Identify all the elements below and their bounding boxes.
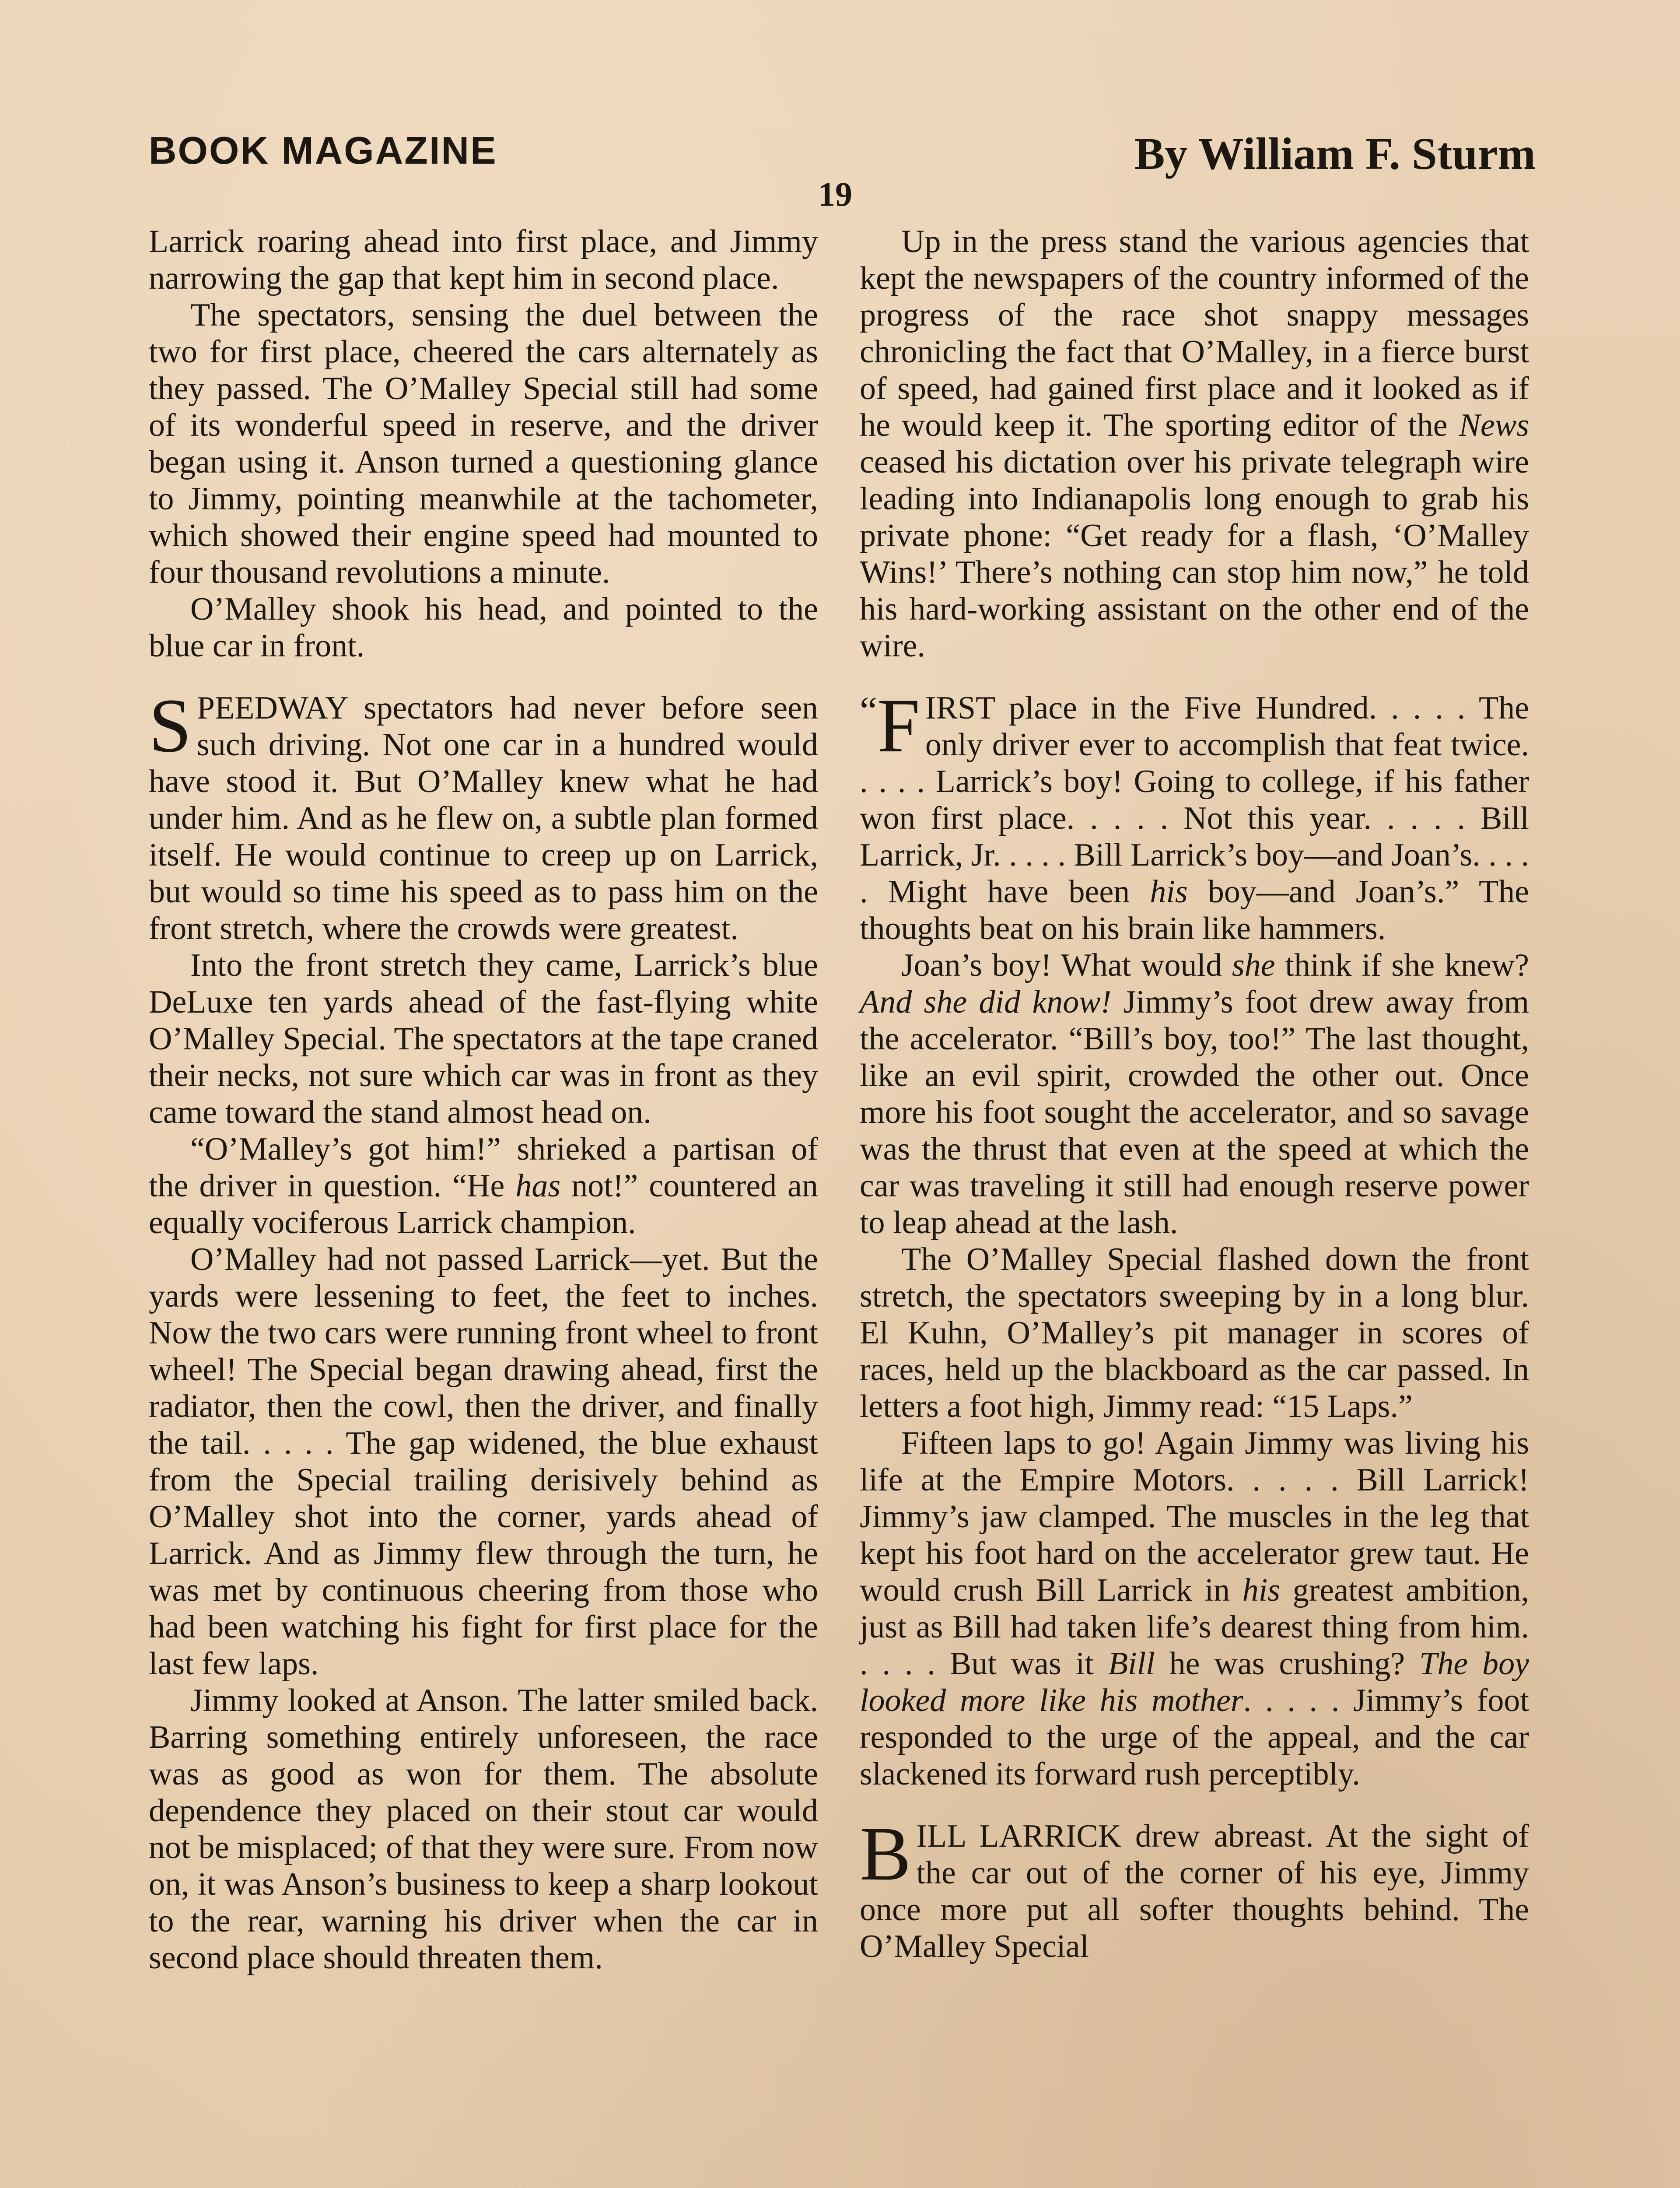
author-byline: By William F. Sturm <box>1134 129 1536 179</box>
drop-cap-letter: S <box>149 683 192 768</box>
paragraph-text: he was crushing? <box>1155 1646 1420 1682</box>
lead-in-caps: ILL LARRICK <box>916 1818 1122 1854</box>
paragraph-text: think if she knew? <box>1275 947 1529 983</box>
section-break <box>860 1792 1529 1818</box>
open-quote: “ <box>860 689 877 733</box>
paragraph: The spectators, sensing the duel between the two for first place, cheered the cars alternately as they passed. The O’Malley Special still had some of its wonderful speed in reserve, and the driver began using it. Anson turned a questioning glance to Jimmy, pointing meanwhile at the tachometer, which showed their engine speed had mounted to four thousand revolutions a minute. <box>149 297 818 590</box>
section-break <box>860 664 1529 690</box>
left-column <box>149 223 818 1976</box>
paragraph-text: Joan’s boy! What would <box>901 947 1232 983</box>
section-break <box>149 664 818 690</box>
italic-text: News <box>1459 407 1529 443</box>
paragraph-dropcap <box>860 1811 1529 1965</box>
paragraph: Into the front stretch they came, Larrick’s blue DeLuxe ten yards ahead of the fast-flying white O’Malley Special. The spectators at the tape craned their necks, not sure which car was in front as they came toward the stand almost head on. <box>149 947 818 1130</box>
paragraph-text: not!” countered an equally vociferous Larrick champion. <box>149 1168 818 1241</box>
italic-text: his <box>1150 874 1188 910</box>
paragraph-text: place in the Five Hundred. . . . . The only driver ever to accomplish that feat twice. . . . . Larrick’s boy! Going to college, if his father won first place. . . . . Not this year. . . . . Bill Larrick, Jr. . . . . Bill Larrick’s boy—and Joan’s. . . . . Might have been <box>860 690 1529 910</box>
paragraph-dropcap <box>860 683 1530 947</box>
paragraph <box>860 1425 1529 1792</box>
paragraph <box>860 223 1529 664</box>
paragraph-text: Fifteen laps to go! Again Jimmy was living his life at the Empire Motors. . . . . Bill Larrick! Jimmy’s jaw clamped. The muscles in the leg that kept his foot hard on the accelerator grew taut. He would crush Bill Larrick in <box>860 1425 1529 1608</box>
lead-in-caps: IRST <box>925 690 995 726</box>
paragraph-dropcap <box>149 683 818 947</box>
paragraph <box>860 947 1529 1241</box>
italic-text: The boy looked more like his mother <box>860 1646 1529 1718</box>
drop-cap-letter: B <box>860 1811 911 1897</box>
paragraph-text: greatest ambition, just as Bill had taken life’s dearest thing from him. . . . . But was it <box>860 1572 1529 1682</box>
paragraph: O’Malley shook his head, and pointed to the blue car in front. <box>149 591 818 664</box>
paragraph-text: drew abreast. At the sight of the car out of the corner of his eye, Jimmy once more put all softer thoughts behind. The O’Malley Special <box>860 1818 1529 1964</box>
right-column <box>860 223 1529 1965</box>
italic-text: she <box>1232 947 1275 983</box>
magazine-title: BOOK MAGAZINE <box>149 129 497 172</box>
paragraph-text: Jimmy’s foot drew away from the accelerator. “Bill’s boy, too!” The last thought, like an evil spirit, crowded the other out. Once more his foot sought the accelerator, and so savage was the thrust that even at the speed at which the car was traveling it still had enough reserve power to leap ahead at the lash. <box>860 984 1529 1241</box>
paragraph <box>149 1131 818 1241</box>
italic-text: Bill <box>1108 1646 1155 1682</box>
paragraph-text: . . . . . Jimmy’s foot responded to the urge of the appeal, and the car slackened its forward rush perceptibly. <box>860 1683 1529 1792</box>
italic-text: his <box>1242 1572 1281 1608</box>
paragraph-text: Up in the press stand the various agencies that kept the newspapers of the country informed of the progress of the race shot snappy messages chronicling the fact that O’Malley, in a fierce burst of speed, had gained first place and it looked as if he would keep it. The sporting editor of the <box>860 224 1529 443</box>
paragraph-text: spectators had never before seen such driving. Not one car in a hundred would have stood it. But O’Malley knew what he had under him. And as he flew on, a subtle plan formed itself. He would continue to creep up on Larrick, but would so time his speed as to pass him on the front stretch, where the crowds were greatest. <box>149 690 818 947</box>
italic-text: And she did know! <box>860 984 1112 1020</box>
italic-text: has <box>515 1168 561 1204</box>
paragraph: O’Malley had not passed Larrick—yet. But the yards were lessening to feet, the feet to inches. Now the two cars were running front wheel to front wheel! The Special began drawing ahead, first the radiator, then the cowl, then the driver, and finally the tail. . . . . The gap widened, the blue exhaust from the Special trailing derisively behind as O’Malley shot into the corner, yards ahead of Larrick. And as Jimmy flew through the turn, he was met by continuous cheering from those who had been watching his fight for first place for the last few laps. <box>149 1241 818 1682</box>
paragraph: The O’Malley Special flashed down the front stretch, the spectators sweeping by in a long blur. El Kuhn, O’Malley’s pit manager in scores of races, held up the blackboard as the car passed. In letters a foot high, Jimmy read: “15 Laps.” <box>860 1241 1529 1424</box>
paragraph-text: boy—and Joan’s.” The thoughts beat on his brain like hammers. <box>860 874 1530 947</box>
paragraph-text: “O’Malley’s got him!” shrieked a partisan of the driver in question. “He <box>149 1131 818 1204</box>
drop-cap-letter: F <box>877 683 920 768</box>
paragraph: Jimmy looked at Anson. The latter smiled back. Barring something entirely unforeseen, the race was as good as won for them. The absolute dependence they placed on their stout car would not be misplaced; of that they were sure. From now on, it was Anson’s business to keep a sharp lookout to the rear, warning his driver when the car in second place should threaten them. <box>149 1683 818 1976</box>
paragraph-text: ceased his dictation over his private telegraph wire leading into Indianapolis long enough to grab his private phone: “Get ready for a flash, ‘O’Malley Wins!’ There’s nothing can stop him now,” he told his hard-working assistant on the other end of the wire. <box>860 444 1529 664</box>
paragraph: Larrick roaring ahead into first place, and Jimmy narrowing the gap that kept him in second place. <box>149 224 818 296</box>
lead-in-caps: PEEDWAY <box>196 690 347 726</box>
page-number: 19 <box>818 175 852 213</box>
